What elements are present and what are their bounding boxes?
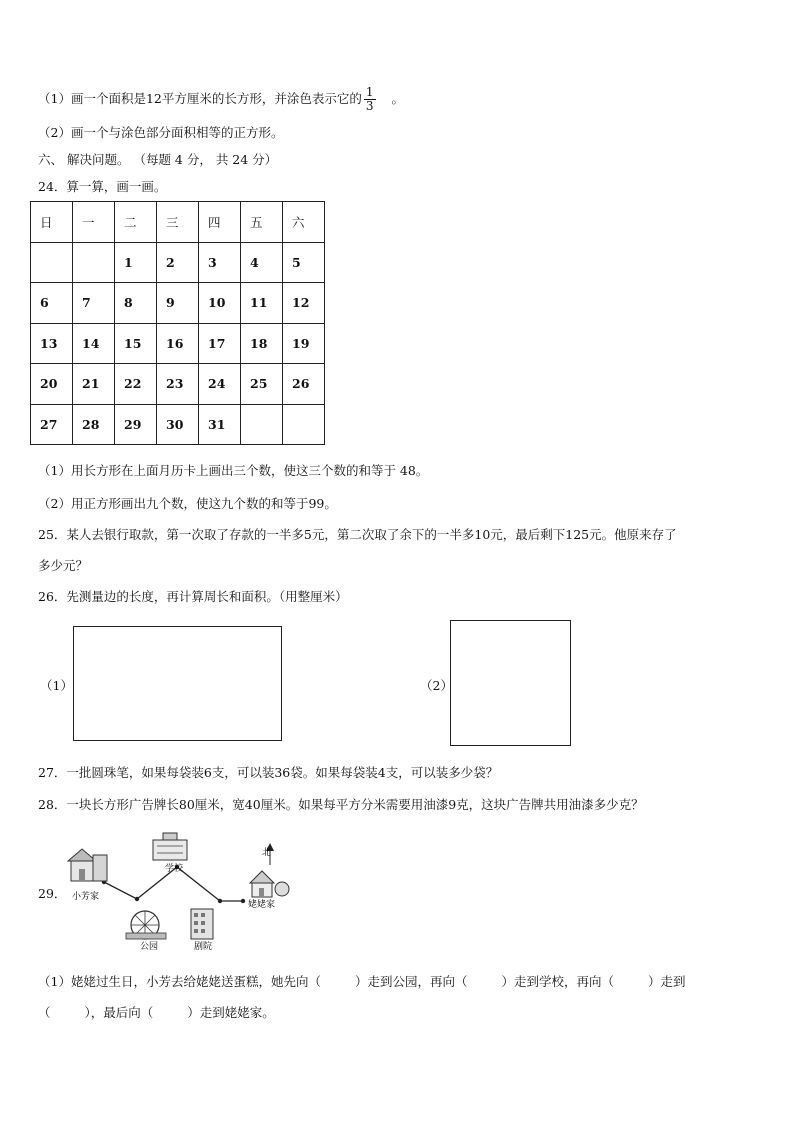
park-label: 公园 — [140, 942, 159, 952]
q23-line1: （1）画一个面积是12平方厘米的长方形，并涂色表示它的 $\frac{1}{3}$ 。 — [38, 85, 405, 113]
calendar-cell: 9 — [157, 283, 199, 324]
calendar-cell: 5 — [283, 242, 325, 283]
calendar-cell — [73, 242, 115, 283]
calendar-cell — [31, 242, 73, 283]
calendar-cell: 22 — [115, 364, 157, 405]
calendar-header: 六 — [283, 202, 325, 243]
q23-line2: （2）画一个与涂色部分面积相等的正方形。 — [38, 125, 284, 140]
calendar-cell: 16 — [157, 323, 199, 364]
calendar-cell: 29 — [115, 404, 157, 445]
calendar-row — [31, 404, 325, 445]
q26-title: 26．先测量边的长度，再计算周长和面积。（用整厘米） — [38, 589, 348, 604]
q25-line1: 25．某人去银行取款，第一次取了存款的一半多5元，第二次取了余下的一半多10元，最后剩下125元。他原来存了 — [38, 527, 677, 542]
calendar-header: 五 — [241, 202, 283, 243]
calendar-cell: 15 — [115, 323, 157, 364]
q23-text: （1）画一个面积是12平方厘米的长方形，并涂色表示它的 — [38, 91, 362, 106]
school-label: 学校 — [165, 864, 184, 874]
q25-line2: 多少元？ — [38, 558, 89, 573]
q28-text: 28．一块长方形广告牌长80厘米，宽40厘米。如果每平方分米需要用油漆9克，这块广告牌共用油漆多少克？ — [38, 797, 644, 812]
q29-sub1-line2: （ ），最后向（ ）走到姥姥家。 — [38, 1005, 275, 1020]
calendar-cell: 27 — [31, 404, 73, 445]
calendar-header: 一 — [73, 202, 115, 243]
calendar-cell: 6 — [31, 283, 73, 324]
calendar-table — [30, 201, 325, 445]
calendar-header-row — [31, 202, 325, 243]
fraction-one-third: $\frac{1}{3}$ — [365, 85, 374, 113]
calendar-cell: 24 — [199, 364, 241, 405]
calendar-cell: 18 — [241, 323, 283, 364]
node-theater — [218, 899, 222, 903]
calendar-cell — [241, 404, 283, 445]
calendar-header: 四 — [199, 202, 241, 243]
q27-text: 27．一批圆珠笔，如果每袋装6支，可以装36袋。如果每袋装4支，可以装多少袋？ — [38, 765, 499, 780]
calendar-cell: 1 — [115, 242, 157, 283]
calendar-row — [31, 242, 325, 283]
calendar-cell: 3 — [199, 242, 241, 283]
calendar-cell — [283, 404, 325, 445]
calendar-row — [31, 364, 325, 405]
calendar-cell: 20 — [31, 364, 73, 405]
q24-sub1: （1）用长方形在上面月历卡上画出三个数，使这三个数的和等于 48。 — [38, 463, 429, 478]
calendar-cell: 13 — [31, 323, 73, 364]
calendar-cell: 10 — [199, 283, 241, 324]
q26-label-1: （1） — [40, 678, 73, 693]
calendar-row — [31, 283, 325, 324]
node-park — [135, 897, 139, 901]
calendar-cell: 2 — [157, 242, 199, 283]
calendar-cell: 7 — [73, 283, 115, 324]
calendar-cell: 14 — [73, 323, 115, 364]
calendar-header: 日 — [31, 202, 73, 243]
q26-label-2: （2） — [420, 678, 453, 693]
calendar-cell: 26 — [283, 364, 325, 405]
calendar-cell: 23 — [157, 364, 199, 405]
calendar-cell: 30 — [157, 404, 199, 445]
north-label: 北 — [262, 848, 272, 858]
theater-label: 剧院 — [194, 942, 213, 952]
home-label: 小芳家 — [72, 892, 100, 902]
q24-sub2: （2）用正方形画出九个数，使这九个数的和等于99。 — [38, 496, 337, 511]
calendar-header: 二 — [115, 202, 157, 243]
calendar-cell: 8 — [115, 283, 157, 324]
calendar-cell: 21 — [73, 364, 115, 405]
calendar-cell: 11 — [241, 283, 283, 324]
calendar-cell: 25 — [241, 364, 283, 405]
calendar-cell: 28 — [73, 404, 115, 445]
house-icon — [68, 849, 107, 881]
square-figure — [450, 620, 571, 746]
ferris-wheel-icon — [126, 911, 166, 939]
calendar-cell: 19 — [283, 323, 325, 364]
node-grandma — [241, 899, 245, 903]
theater-icon — [191, 909, 213, 939]
q24-title: 24．算一算，画一画。 — [38, 179, 167, 194]
route-map — [60, 825, 300, 955]
rectangle-figure — [73, 626, 282, 741]
section-heading: 六、 解决问题。 （每题 4 分， 共 24 分） — [38, 152, 278, 167]
calendar-header: 三 — [157, 202, 199, 243]
school-icon — [153, 833, 187, 860]
calendar-cell: 31 — [199, 404, 241, 445]
q29-label: 29． — [38, 886, 67, 901]
q29-sub1-line1: （1）姥姥过生日，小芳去给姥姥送蛋糕，她先向（ ）走到公园，再向（ ）走到学校，再向（ ）走到 — [38, 974, 686, 989]
grandma-house-icon — [250, 871, 289, 897]
calendar-cell: 17 — [199, 323, 241, 364]
calendar-cell: 12 — [283, 283, 325, 324]
calendar-cell: 4 — [241, 242, 283, 283]
calendar-row — [31, 323, 325, 364]
grandma-label: 姥姥家 — [248, 900, 276, 910]
